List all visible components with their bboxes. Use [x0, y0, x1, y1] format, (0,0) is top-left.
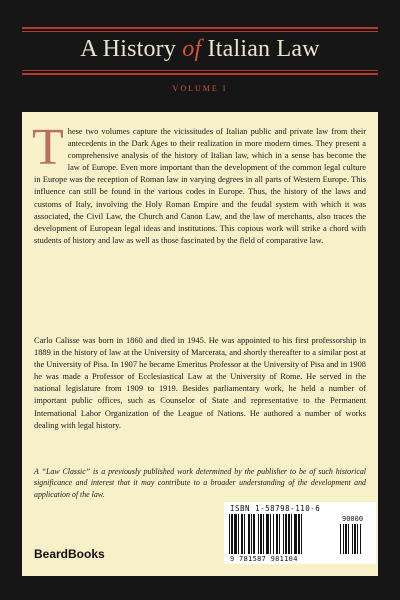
- title-part2: Italian Law: [201, 36, 320, 62]
- title-rule-thin: [22, 70, 378, 71]
- isbn-text: ISBN 1-58798-110-6: [230, 504, 321, 513]
- volume-label: VOLUME I: [172, 84, 228, 93]
- author-biography: Carlo Calisse was born in 1860 and died in 1945. He was appointed to his first professorship in 1889 in the history of law at the University of Marcerata, and shortly thereafter to a similar post at the University of Pisa. In 1907 he became Emeritus Professor at the University of Pisa and in 1908 he was made a Professor of Ecclesiastical Law at the University of Rome. He served in the national legislature from 1909 to 1919. Besides parliamentary work, he held a number of important public offices, such as Counselor of State and representative to the Permanent International Labor Organization of the League of Nations. He authored a number of works dealing with legal history.: [34, 336, 366, 430]
- drop-cap: T: [32, 119, 64, 176]
- title-part1: A History: [80, 36, 183, 62]
- barcode-icon: [228, 514, 374, 554]
- book-title: [0, 36, 400, 63]
- title-of: of: [182, 36, 202, 62]
- publisher-logo: BeardBooks: [34, 547, 105, 561]
- description-text: hese two volumes capture the vicissitudes of Italian public and private law from their antecedents in the Dark Ages to their realization in more modern times. They present a comprehensive analysis of the history of Italian law, which in a sense has become the law of Europe. Even more important than the development of the common legal culture in Europe was the reception of Roman law in varying degrees in all parts of Western Europe. This influence can still be found in the various codes in Europe. Thus, the history of the laws and customs of Italy, involving the Holy Roman Empire and the feudal system with which it was associated, the Civil Law, the Church and Canon Law, and the law of merchants, also traces the development of European legal ideas and institutions. This copious work will strike a chord with students of history and law as well as those fascinated by the field of comparative law.: [34, 127, 366, 245]
- ean-number: 9 781587 981104: [230, 555, 298, 563]
- law-classic-note: A “Law Classic” is a previously published work determined by the publisher to be of such historical significance and interest that it may contribute to a broader understanding of the development and application of the law.: [34, 467, 366, 499]
- top-rule-thick: [22, 27, 378, 29]
- description-paragraph: [32, 119, 366, 247]
- price-code: 90000: [342, 515, 364, 523]
- title-rule-thick: [22, 73, 378, 75]
- top-rule-thin: [22, 31, 378, 32]
